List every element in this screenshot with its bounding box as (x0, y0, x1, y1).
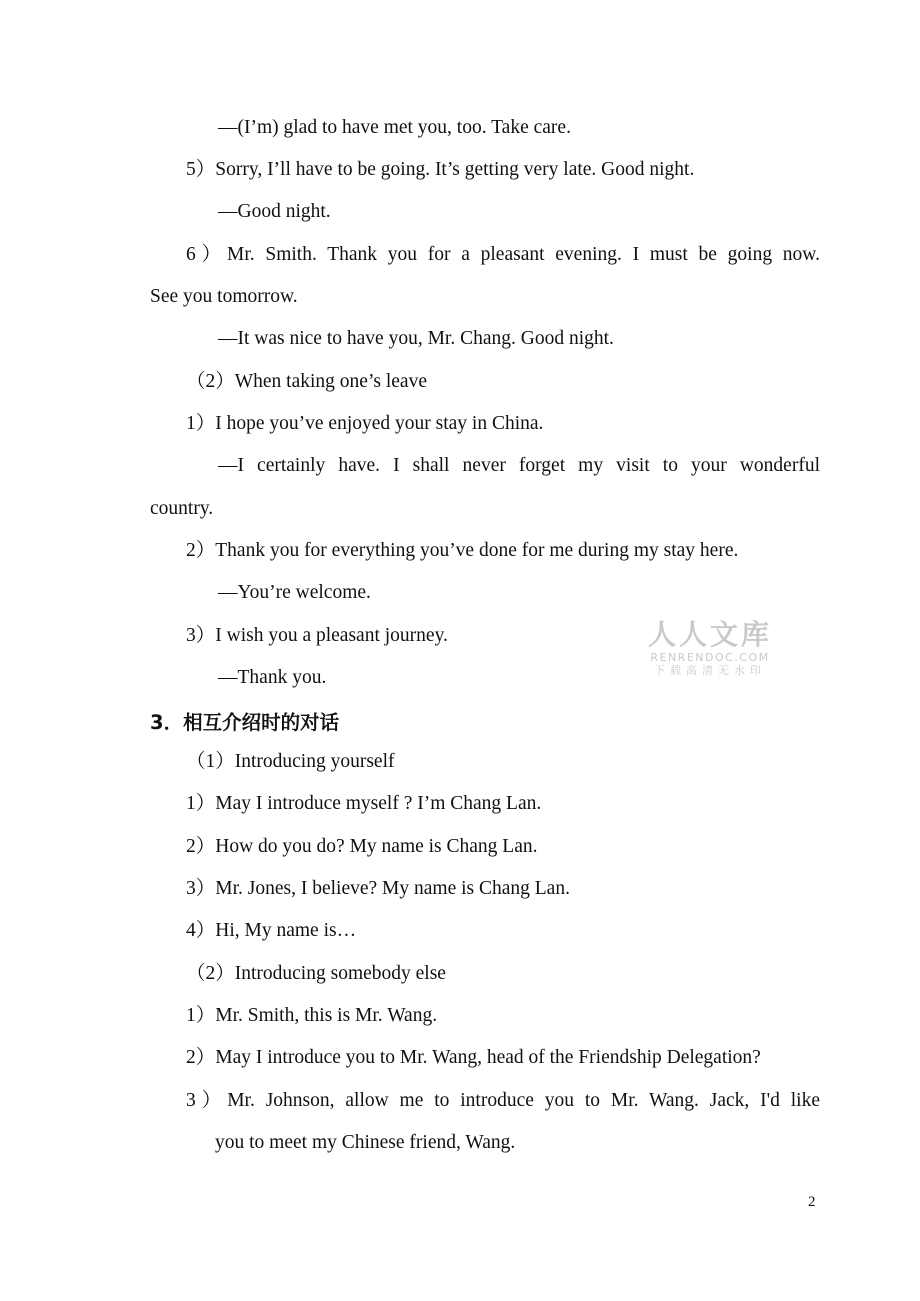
text-line: 2）May I introduce you to Mr. Wang, head of the Friendship Delegation? (186, 1047, 761, 1068)
text-line: 4）Hi, My name is… (186, 920, 357, 941)
watermark-slogan: 下载高清无水印 (654, 664, 766, 677)
section-heading: 3．相互介绍时的对话 (150, 711, 340, 734)
text-line: you to meet my Chinese friend, Wang. (215, 1132, 516, 1153)
watermark-title: 人人文库 (647, 618, 772, 651)
text-line: 3）I wish you a pleasant journey. (186, 625, 448, 646)
text-line: 2）How do you do? My name is Chang Lan. (186, 836, 538, 857)
text-line: 2）Thank you for everything you’ve done for me during my stay here. (186, 540, 739, 561)
text-line: —(I’m) glad to have met you, too. Take care. (218, 117, 571, 138)
text-line: （2）Introducing somebody else (186, 963, 446, 984)
text-line: （1）Introducing yourself (186, 751, 395, 772)
text-line: 1）Mr. Smith, this is Mr. Wang. (186, 1005, 438, 1026)
text-line: 6）Mr. Smith. Thank you for a pleasant evening. I must be going now. (186, 244, 820, 265)
text-line: 1）May I introduce myself ? I’m Chang Lan. (186, 793, 542, 814)
text-line: —I certainly have. I shall never forget my visit to your wonderful (218, 455, 820, 476)
page-number: 2 (808, 1194, 816, 1210)
text-line: —Good night. (218, 201, 331, 222)
text-line: 3）Mr. Johnson, allow me to introduce you to Mr. Wang. Jack, I'd like (186, 1090, 820, 1111)
text-line: 5）Sorry, I’ll have to be going. It’s getting very late. Good night. (186, 159, 695, 180)
text-line: —Thank you. (218, 667, 327, 688)
text-line: See you tomorrow. (150, 286, 298, 307)
text-line: （2）When taking one’s leave (186, 371, 427, 392)
text-line: 3）Mr. Jones, I believe? My name is Chang Lan. (186, 878, 570, 899)
watermark-domain: RENRENDOC.COM (650, 651, 770, 664)
text-line: —You’re welcome. (218, 582, 371, 603)
text-line: —It was nice to have you, Mr. Chang. Good night. (218, 328, 614, 349)
text-line: 1）I hope you’ve enjoyed your stay in China. (186, 413, 544, 434)
text-line: country. (150, 498, 214, 519)
watermark (646, 619, 774, 678)
